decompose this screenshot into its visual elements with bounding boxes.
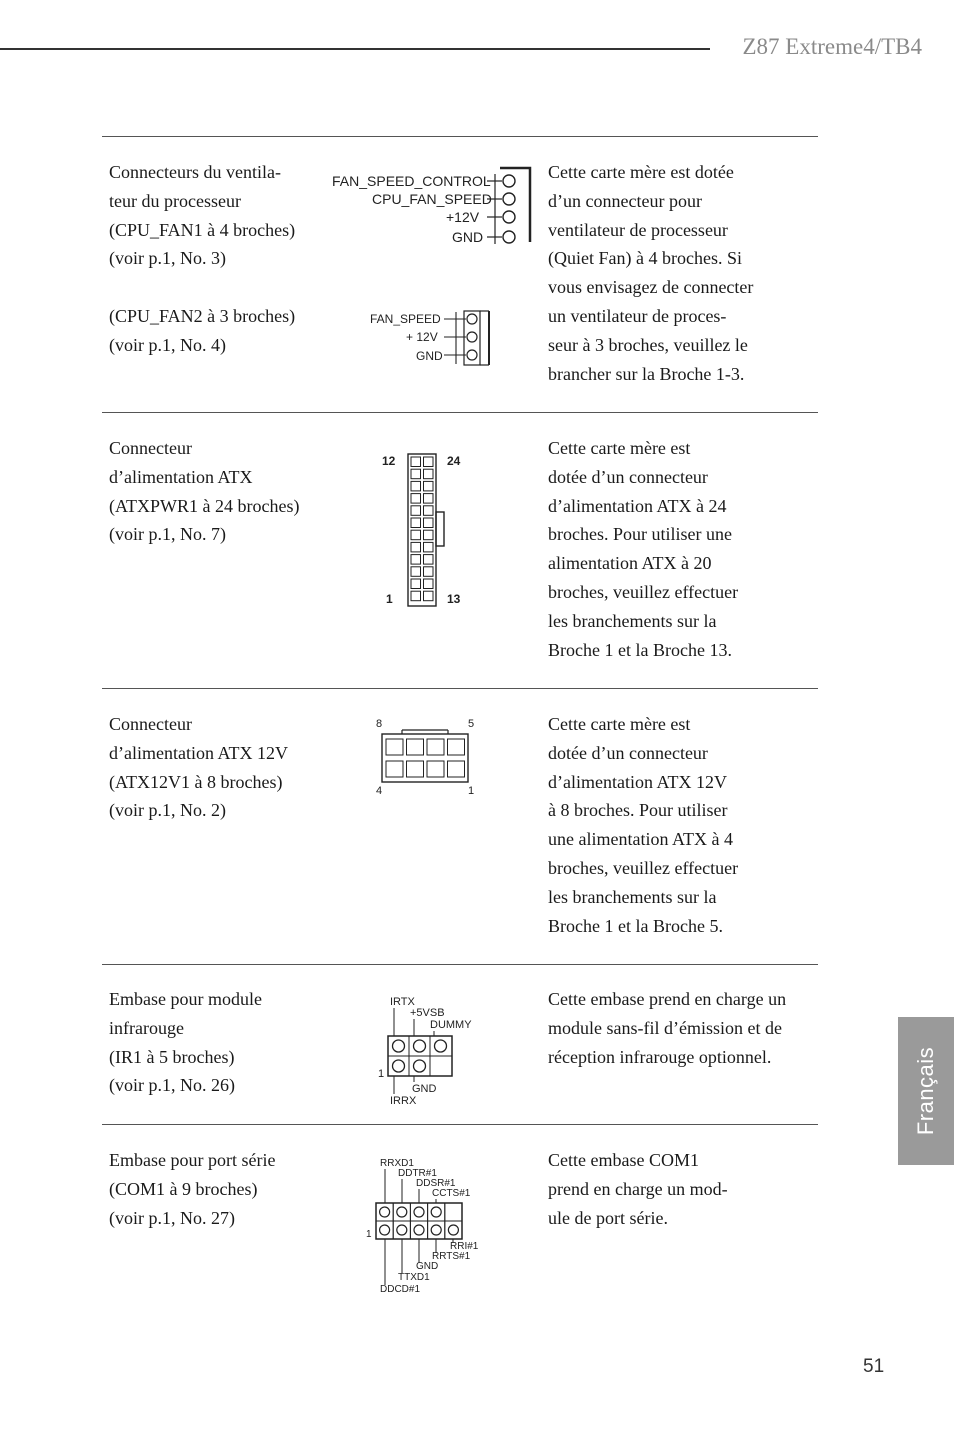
pin-label: TTXD1 <box>398 1272 430 1283</box>
pin-cell <box>424 494 434 504</box>
pin-cell <box>411 518 421 528</box>
pin-cell <box>448 761 465 777</box>
pin-cell <box>386 761 403 777</box>
page-number: 51 <box>863 1356 885 1377</box>
cpu-fan-right-text: Cette carte mère est dotée d’un connecteur pour ventilateur de processeur (Quiet Fan) à 4 broches. Si vous envisagez de connecter un ventilateur de proces- seur à 3 broches, veuillez le brancher sur la Broche 1-3. <box>548 162 754 384</box>
pin-cell <box>411 555 421 565</box>
pin-circle <box>431 1207 441 1217</box>
pin-cell <box>411 506 421 516</box>
pin-label: +5VSB <box>410 1007 445 1019</box>
pin-number: 1 <box>468 785 475 797</box>
atx-power-right-text: Cette carte mère est dotée d’un connecteur d’alimentation ATX à 24 broches. Pour utiliser une alimentation ATX à 20 broches, veuillez effectuer les branchements sur la Broche 1 et la Broche 13. <box>548 438 739 660</box>
atx-24pin-diagram <box>378 450 470 610</box>
pin-label: GND <box>416 1261 439 1272</box>
pin-cell <box>376 1221 393 1239</box>
pin-cell <box>424 530 434 540</box>
cpu-fan-left-text: Connecteurs du ventila- teur du processeur (CPU_FAN1 à 4 broches) (voir p.1, No. 3) (CPU_FAN2 à 3 broches) (voir p.1, No. 4) <box>109 162 296 355</box>
ir-header-pin-diagram <box>374 994 478 1106</box>
pin-cell <box>386 739 403 755</box>
pin-cell <box>424 469 434 479</box>
section-divider <box>102 688 818 689</box>
pin-label: RRTS#1 <box>432 1251 471 1262</box>
pin-cell <box>424 481 434 491</box>
pin-number: 1 <box>378 1068 385 1080</box>
pin-cell <box>424 567 434 577</box>
pin-cell <box>448 739 465 755</box>
pin-cell <box>424 542 434 552</box>
pin-cell <box>424 579 434 589</box>
pin-cell <box>411 457 421 467</box>
pin-circle <box>397 1207 407 1217</box>
pin-cell <box>407 761 424 777</box>
pin-label: +12V <box>446 209 480 225</box>
pin-cell <box>410 1221 427 1239</box>
pin-cell <box>393 1221 410 1239</box>
pin-label: DUMMY <box>430 1019 472 1031</box>
language-tab-label: Français <box>913 1046 938 1136</box>
atx12v-8pin-diagram <box>370 714 482 800</box>
pin-cell <box>427 739 444 755</box>
pin-label: GND <box>412 1083 437 1095</box>
pin-circle <box>414 1207 424 1217</box>
pin-label: GND <box>452 229 484 244</box>
pin-label: CPU_FAN_SPEED <box>372 191 492 207</box>
section-divider <box>102 1124 818 1125</box>
pin-cell <box>376 1203 393 1221</box>
atx-power-left-text: Connecteur d’alimentation ATX (ATXPWR1 à 24 broches) (voir p.1, No. 7) <box>109 438 300 545</box>
pin-cell <box>411 542 421 552</box>
ir-header-left-text: Embase pour module infrarouge (IR1 à 5 broches) (voir p.1, No. 26) <box>109 989 262 1096</box>
pin-label: RRI#1 <box>450 1241 479 1252</box>
section-divider <box>102 964 818 965</box>
language-tab <box>898 1017 954 1165</box>
header-rule <box>0 48 710 50</box>
pin-number: 13 <box>447 592 461 606</box>
pin-cell <box>411 567 421 577</box>
pin-label: FAN_SPEED <box>370 312 441 326</box>
pin-number: 1 <box>366 1229 372 1240</box>
pin-cell <box>410 1203 427 1221</box>
pin-label: RRXD1 <box>380 1158 414 1169</box>
section-divider <box>102 412 818 413</box>
pin-label: DDSR#1 <box>416 1178 456 1189</box>
pin-circle <box>380 1225 390 1235</box>
cpu-fan1-pin-diagram <box>330 166 535 244</box>
pin-circle <box>431 1225 441 1235</box>
pin-number: 1 <box>386 592 393 606</box>
pin-cell <box>411 591 421 601</box>
pin-label: GND <box>416 349 443 363</box>
pin-label: IRTX <box>390 996 415 1008</box>
pin-cell <box>424 591 434 601</box>
pin-number: 8 <box>376 718 383 730</box>
pin-cell <box>428 1221 445 1239</box>
section-divider <box>102 136 818 137</box>
pin-cell <box>427 761 444 777</box>
pin-label: DDTR#1 <box>398 1168 437 1179</box>
atx12v-right-text: Cette carte mère est dotée d’un connecteur d’alimentation ATX 12V à 8 broches. Pour utiliser une alimentation ATX à 4 broches, veuillez effectuer les branchements sur la Broche 1 et la Broche 5. <box>548 714 739 936</box>
pin-label: IRRX <box>390 1095 417 1106</box>
pin-circle <box>448 1225 458 1235</box>
ir-header-right-text: Cette embase prend en charge un module sans-fil d’émission et de réception infrarouge optionnel. <box>548 989 787 1067</box>
pin-cell <box>424 457 434 467</box>
pin-circle <box>380 1207 390 1217</box>
com-header-left-text: Embase pour port série (COM1 à 9 broches) (voir p.1, No. 27) <box>109 1150 276 1228</box>
pin-label: CCTS#1 <box>432 1188 471 1199</box>
pin-cell <box>428 1203 445 1221</box>
pin-cell <box>445 1221 462 1239</box>
pin-label: FAN_SPEED_CONTROL <box>332 173 491 189</box>
pin-cell <box>411 579 421 589</box>
pin-cell <box>411 469 421 479</box>
cpu-fan2-pin-diagram <box>368 308 494 368</box>
pin-cell <box>411 494 421 504</box>
pin-circle <box>397 1225 407 1235</box>
pin-cell <box>411 481 421 491</box>
com-header-right-text: Cette embase COM1 prend en charge un mod- ule de port série. <box>548 1150 728 1228</box>
pin-cell <box>445 1203 462 1221</box>
pin-cell <box>424 518 434 528</box>
pin-circle <box>414 1225 424 1235</box>
model-name: Z87 Extreme4/TB4 <box>742 34 922 59</box>
pin-label: + 12V <box>406 330 438 344</box>
pin-number: 24 <box>447 454 461 468</box>
com-header-pin-diagram <box>364 1155 480 1295</box>
pin-cell <box>424 555 434 565</box>
pin-number: 4 <box>376 785 383 797</box>
pin-label: DDCD#1 <box>380 1284 421 1295</box>
atx12v-left-text: Connecteur d’alimentation ATX 12V (ATX12V1 à 8 broches) (voir p.1, No. 2) <box>109 714 288 821</box>
pin-cell <box>411 530 421 540</box>
pin-cell <box>424 506 434 516</box>
pin-number: 12 <box>382 454 396 468</box>
pin-cell <box>393 1203 410 1221</box>
pin-cell <box>407 739 424 755</box>
pin-number: 5 <box>468 718 475 730</box>
